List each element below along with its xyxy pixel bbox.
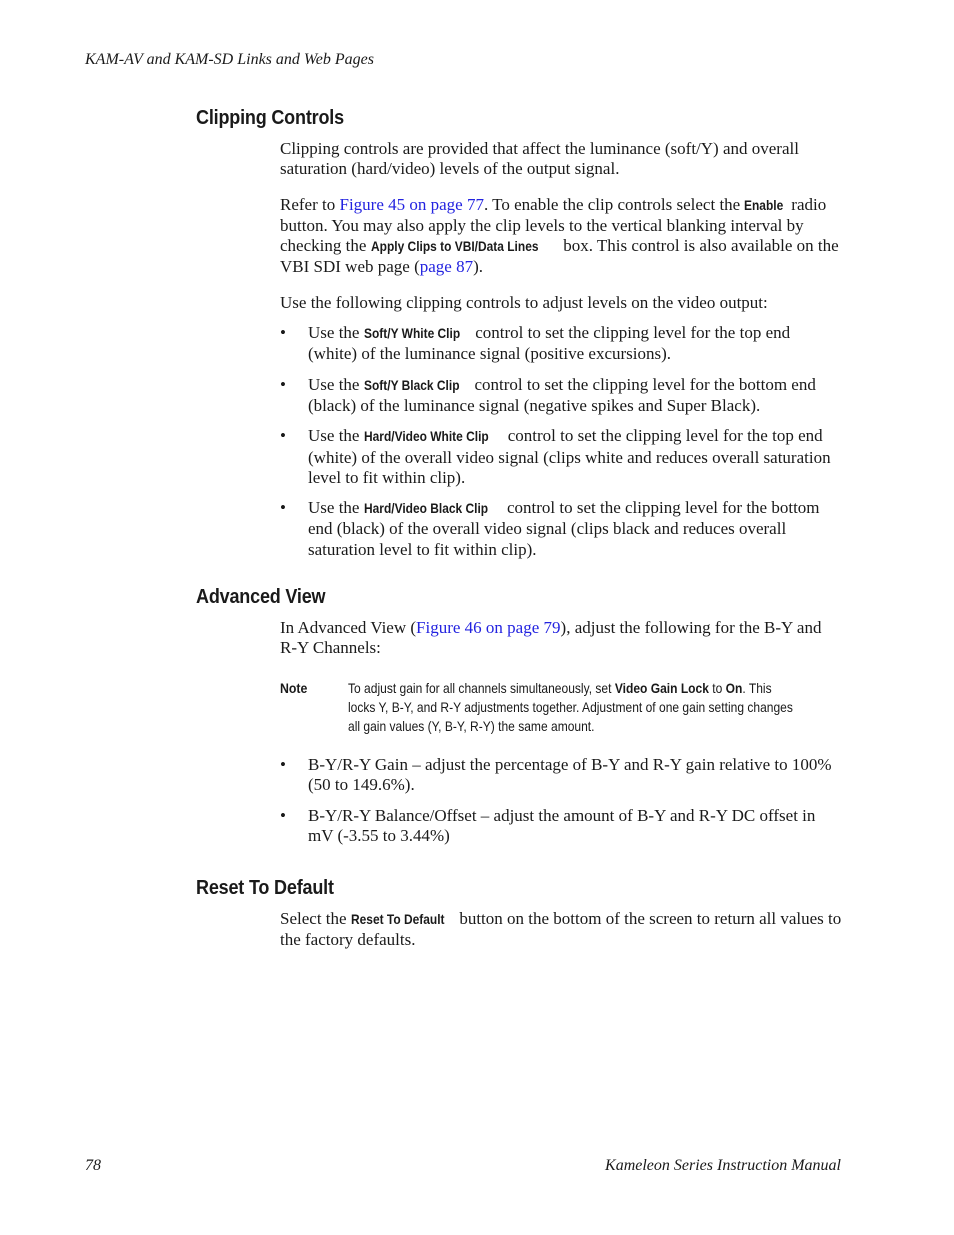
list-item <box>280 426 842 488</box>
text-run: Refer to <box>280 194 340 214</box>
apply-clips-control-name: Apply Clips to VBI/Data Lines <box>370 239 539 255</box>
control-name: Soft/Y White Clip <box>363 326 460 342</box>
control-name: Hard/Video White Clip <box>363 429 489 445</box>
clipping-intro-paragraph: Clipping controls are provided that affect the luminance (soft/Y) and overall saturation (hard/video) levels of the output signal. <box>280 139 799 179</box>
text-run: B-Y/R-Y Gain – adjust the percentage of B-Y and R-Y gain relative to 100% (50 to 149.6%). <box>308 755 832 795</box>
clipping-use-paragraph: Use the following clipping controls to adjust levels on the video output: <box>280 292 768 312</box>
text-run: radio button. You may also apply the clip levels to the vertical blanking interval by checking the <box>280 194 827 256</box>
text-run: Select the <box>280 909 351 928</box>
text-run: Use the <box>308 426 364 446</box>
control-name: Hard/Video Black Clip <box>363 501 488 517</box>
control-name: Soft/Y Black Clip <box>363 377 460 393</box>
clipping-body <box>280 139 842 560</box>
note-text <box>348 679 795 736</box>
section-heading-advanced-view: Advanced View <box>196 586 326 608</box>
note-label: Note <box>280 680 308 696</box>
bullet-icon: • <box>280 426 286 446</box>
section-heading-reset-to-default: Reset To Default <box>196 877 334 899</box>
reset-body <box>280 909 842 951</box>
bullet-icon: • <box>280 323 286 343</box>
bullet-icon: • <box>280 755 286 774</box>
text-run: ), adjust the following for the B-Y and R-Y Channels: <box>280 618 822 658</box>
video-gain-lock-control-name: Video Gain Lock <box>614 680 709 696</box>
advanced-intro-paragraph <box>280 618 842 659</box>
running-head: KAM-AV and KAM-SD Links and Web Pages <box>85 51 374 68</box>
list-item <box>280 755 842 796</box>
text-run: control to set the clipping level for the top end (white) of the overall video signal (clips white and reduces overall saturation level to fit within clip). <box>308 426 831 487</box>
reset-paragraph <box>280 909 842 951</box>
text-run: control to set the clipping level for the top end (white) of the luminance signal (positive excursions). <box>308 323 791 364</box>
text-run: box. This control is also available on the VBI SDI web page ( <box>280 236 839 277</box>
text-run: Use the <box>308 323 364 343</box>
text-run: button on the bottom of the screen to return all values to the factory defaults. <box>280 909 842 950</box>
text-run: control to set the clipping level for the bottom end (black) of the overall video signal (clips black and reduces overall saturation level to fit within clip). <box>308 498 820 559</box>
text-run: To adjust gain for all channels simultaneously, set <box>348 680 615 696</box>
bullet-icon: • <box>280 374 286 394</box>
list-item <box>280 498 842 560</box>
text-run: In Advanced View ( <box>280 618 417 637</box>
list-item <box>280 375 842 417</box>
text-run: control to set the clipping level for the bottom end (black) of the luminance signal (negative spikes and Super Black). <box>308 374 816 415</box>
advanced-intro <box>280 618 842 659</box>
page-number: 78 <box>85 1157 101 1174</box>
advanced-bullet-list <box>280 755 842 846</box>
text-run: . This locks Y, B-Y, and R-Y adjustments together. Adjustment of one gain setting changes all gain values (Y, B-Y, R-Y) the same amount. <box>348 680 793 734</box>
text-run: Use the <box>308 498 364 518</box>
clipping-refer-paragraph <box>280 195 842 278</box>
reset-to-default-control-name: Reset To Default <box>350 912 445 927</box>
text-run: B-Y/R-Y Balance/Offset – adjust the amount of B-Y and R-Y DC offset in mV (-3.55 to 3.44%) <box>308 805 816 845</box>
advanced-bullets <box>280 755 842 846</box>
enable-control-name: Enable <box>744 197 784 213</box>
bullet-icon: • <box>280 805 286 825</box>
figure-45-link[interactable]: Figure 45 on page 77 <box>339 194 484 214</box>
bullet-icon: • <box>280 498 286 518</box>
text-run: . To enable the clip controls select the <box>483 194 745 214</box>
list-item <box>280 323 842 365</box>
clipping-bullet-list <box>280 323 842 560</box>
footer-manual-title: Kameleon Series Instruction Manual <box>605 1157 841 1174</box>
section-heading-clipping-controls: Clipping Controls <box>196 107 344 129</box>
text-run: Use the <box>308 374 364 394</box>
text-run: to <box>708 680 726 696</box>
text-run: ). <box>473 257 484 277</box>
list-item <box>280 806 842 847</box>
page-87-link[interactable]: page 87 <box>419 257 474 277</box>
figure-46-link[interactable]: Figure 46 on page 79 <box>416 618 561 637</box>
on-value: On <box>725 680 743 696</box>
